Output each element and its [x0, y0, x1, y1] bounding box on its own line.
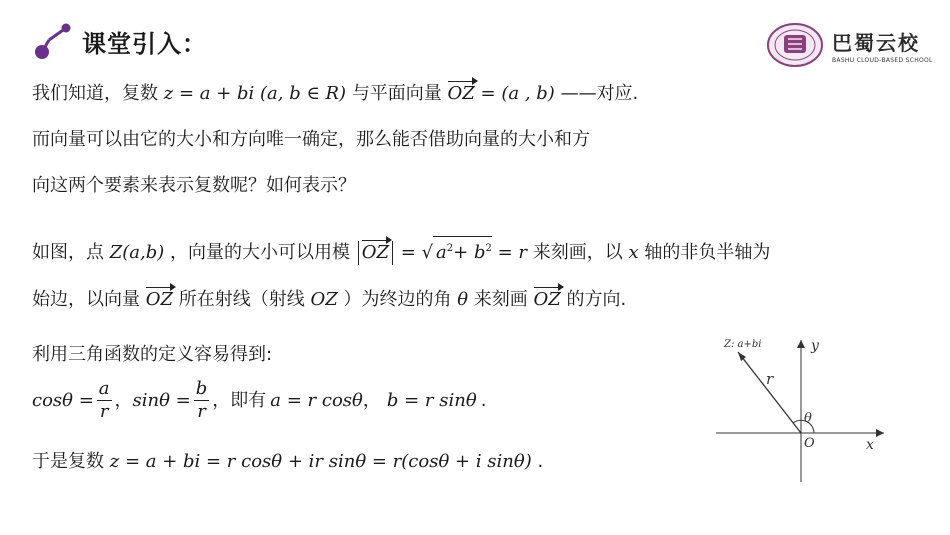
text: 所在射线（射线 — [178, 289, 305, 310]
question-line-1: 而向量可以由它的大小和方向唯一确定，那么能否借助向量的大小和方 — [32, 129, 590, 150]
exponent: 2 — [485, 243, 492, 254]
vector-oz: OZ — [145, 289, 173, 310]
complex-plane-diagram — [710, 330, 890, 490]
polar-form-line — [32, 450, 543, 474]
direction-line — [32, 288, 626, 312]
y-label: y — [811, 338, 819, 354]
x-axis-arrow-icon — [876, 429, 884, 437]
text: ，即有 — [212, 389, 267, 411]
exponent: 2 — [446, 243, 454, 254]
point-z: Z(a,b) — [109, 242, 165, 263]
text: 如图，点 — [32, 242, 104, 263]
bullet-icon — [34, 22, 72, 60]
trig-intro-line: 利用三角函数的定义容易得到: — [32, 344, 273, 365]
fraction-a-over-r — [97, 378, 112, 423]
trig-formula-line — [32, 378, 486, 423]
vector-oz-line — [738, 352, 801, 433]
angle-theta: θ — [457, 289, 469, 310]
text: ）为终边的角 — [343, 289, 452, 310]
point-z-label: Z: a+bi — [724, 339, 762, 350]
period: . — [537, 451, 544, 472]
r-label: r — [766, 370, 774, 388]
formula: sinθ = — [132, 389, 191, 411]
formula: b = r sinθ — [386, 389, 477, 411]
school-logo — [766, 22, 933, 68]
school-seal-icon — [766, 22, 824, 68]
origin-label: O — [804, 436, 815, 451]
formula: cosθ = — [32, 389, 94, 411]
period: . — [480, 389, 487, 411]
vector-oz: OZ — [447, 83, 475, 104]
formula: = r — [497, 242, 528, 263]
formula: z = a + bi = r cosθ + ir sinθ = r(cosθ + i sinθ) — [109, 451, 532, 472]
separator: ， — [362, 389, 381, 411]
text: ，向量的大小可以用模 — [170, 242, 350, 263]
text: 我们知道，复数 — [32, 83, 158, 104]
formula: (a, b ∈ R) — [260, 83, 347, 104]
x-label: x — [866, 437, 874, 453]
numerator: b — [195, 378, 208, 399]
separator: ， — [114, 389, 133, 411]
logo-english-name: BASHU CLOUD-BASED SCHOOL — [832, 56, 933, 64]
formula: a — [436, 242, 447, 263]
page-title: 课堂引入： — [82, 29, 207, 58]
formula: = — [400, 242, 416, 263]
text: 与平面向量 — [351, 83, 442, 104]
text: 于是复数 — [32, 451, 104, 472]
text: ——对应. — [560, 83, 639, 104]
formula: + b — [453, 242, 486, 263]
text: 始边，以向量 — [32, 289, 140, 310]
variable-x: x — [628, 242, 639, 263]
header — [34, 22, 207, 60]
fraction-b-over-r — [194, 378, 210, 423]
ray-oz: OZ — [310, 289, 338, 310]
vector-arrow-icon — [738, 352, 746, 361]
y-axis-arrow-icon — [797, 340, 805, 348]
text: 轴的非负半轴为 — [644, 242, 771, 263]
text: 的方向. — [566, 289, 627, 310]
formula: a = r cosθ — [270, 389, 363, 411]
logo-chinese-name: 巴蜀云校 — [832, 30, 920, 55]
theta-label: θ — [804, 411, 812, 426]
denominator: r — [197, 401, 206, 422]
intro-line-1 — [32, 82, 638, 106]
numerator: a — [98, 378, 110, 399]
question-line-2: 向这两个要素来表示复数呢？如何表示？ — [32, 175, 356, 196]
modulus-line: 如图，点 Z(a,b) ，向量的大小可以用模 OZ = √ $a^2+ b^2 = r$ 来刻画，以 x 轴的非负半轴为 — [32, 236, 770, 265]
text: 来刻画，以 — [532, 242, 623, 263]
formula: z = a + bi — [163, 83, 255, 104]
text: 来刻画 — [473, 289, 528, 310]
vector-oz: OZ — [533, 289, 561, 310]
vector-oz: OZ — [361, 242, 389, 263]
denominator: r — [99, 401, 109, 422]
formula: = (a , b) — [480, 83, 555, 104]
